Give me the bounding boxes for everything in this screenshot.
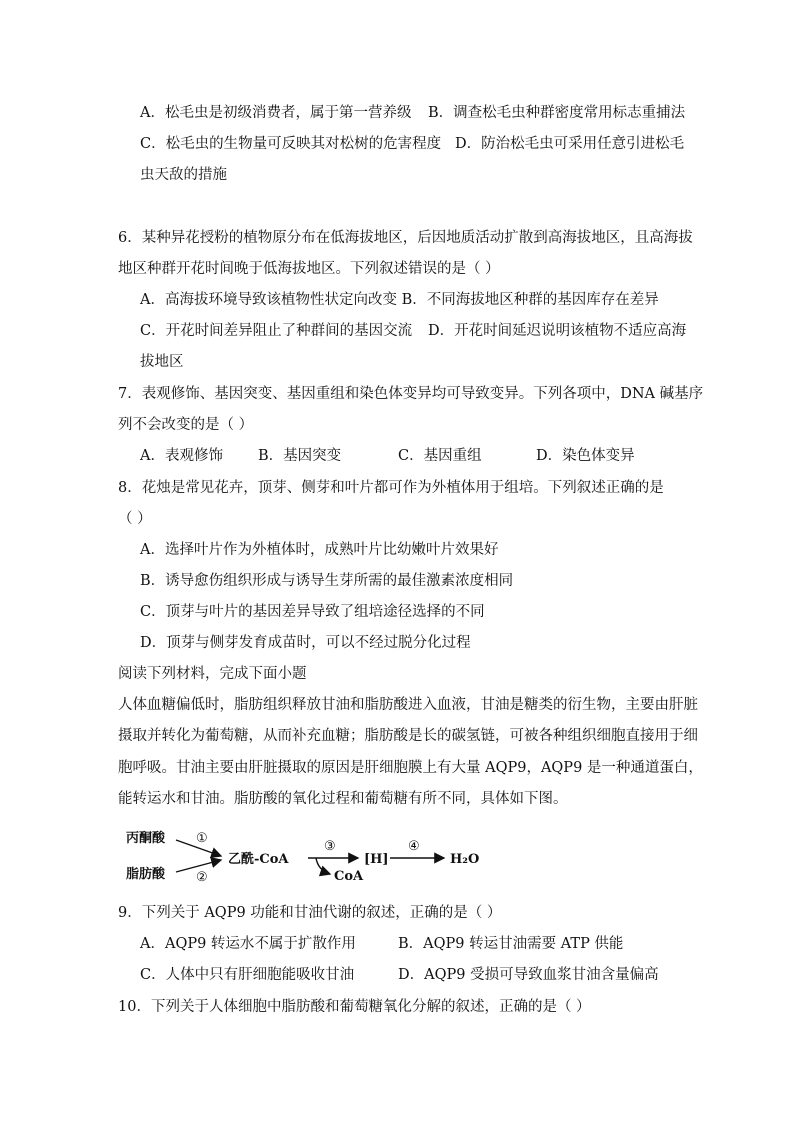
q5-option-d: D．防治松毛虫可采用任意引进松毛: [455, 136, 685, 152]
diagram-step3: ③: [324, 839, 336, 854]
q9-option-a: A．AQP9 转运水不属于扩散作用: [140, 936, 356, 952]
q7-option-a: A．表观修饰: [140, 448, 223, 464]
q7-stem-line1: 7．表观修饰、基因突变、基因重组和染色体变异均可导致变异。下列各项中，DNA 碱基序: [118, 386, 704, 402]
q6-stem-line1: 6．某种异花授粉的植物原分布在低海拔地区，后因地质活动扩散到高海拔地区，且高海拔: [118, 230, 693, 246]
q5-option-d-cont: 虫天敌的措施: [140, 167, 227, 183]
q6-option-c: C．开花时间差异阻止了种群间的基因交流: [140, 323, 413, 339]
q7-option-c: C．基因重组: [398, 448, 482, 464]
q6-option-d: D．开花时间延迟说明该植物不适应高海: [428, 323, 687, 339]
arrow-to-coa: [316, 858, 330, 874]
diagram-step1: ①: [196, 831, 208, 846]
material-line4: 能转运水和甘油。脂肪酸的氧化过程和葡萄糖有所不同，具体如下图。: [118, 791, 568, 807]
diagram-acetyl-coa: 乙酰-CoA: [228, 852, 289, 867]
q10-stem: 10．下列关于人体细胞中脂肪酸和葡萄糖氧化分解的叙述，正确的是（ ）: [118, 999, 591, 1015]
q8-option-c: C．顶芽与叶片的基因差异导致了组培途径选择的不同: [140, 604, 485, 620]
diagram-step2: ②: [196, 870, 208, 885]
q5-option-b: B．调查松毛虫种群密度常用标志重捕法: [428, 105, 686, 121]
q9-option-c: C．人体中只有肝细胞能吸收甘油: [140, 967, 355, 983]
q7-stem-line2: 列不会改变的是（ ）: [118, 417, 254, 433]
q8-option-a: A．选择叶片作为外植体时，成熟叶片比幼嫩叶片效果好: [140, 542, 499, 558]
q7-option-d: D．染色体变异: [536, 448, 635, 464]
material-intro: 阅读下列材料，完成下面小题: [118, 666, 307, 682]
diagram-step4: ④: [408, 839, 420, 854]
q9-option-b: B．AQP9 转运甘油需要 ATP 供能: [398, 936, 624, 952]
q5-option-a: A．松毛虫是初级消费者，属于第一营养级: [140, 105, 412, 121]
q9-stem: 9．下列关于 AQP9 功能和甘油代谢的叙述，正确的是（ ）: [118, 905, 502, 921]
q5-option-c: C．松毛虫的生物量可反映其对松树的危害程度: [140, 136, 442, 152]
diagram-fatty-acid: 脂肪酸: [126, 867, 166, 882]
q9-option-d: D．AQP9 受损可导致血浆甘油含量偏高: [398, 967, 659, 983]
q6-stem-line2: 地区种群开花时间晚于低海拔地区。下列叙述错误的是（ ）: [118, 261, 500, 277]
fatty-acid-oxidation-diagram: [118, 822, 498, 888]
material-line1: 人体血糖偏低时，脂肪组织释放甘油和脂肪酸进入血液，甘油是糖类的衍生物，主要由肝脏: [118, 697, 698, 713]
material-line2: 摄取并转化为葡萄糖，从而补充血糖；脂肪酸是长的碳氢链，可被各种组织细胞直接用于细: [118, 728, 698, 744]
material-line3: 胞呼吸。甘油主要由肝脏摄取的原因是肝细胞膜上有大量 AQP9，AQP9 是一种通道蛋白，: [118, 760, 703, 776]
q8-stem-line2: （ ）: [118, 511, 152, 527]
diagram-h: [H]: [364, 852, 389, 867]
diagram-pyruvate: 丙酮酸: [126, 831, 166, 846]
q6-options-ab: A．高海拔环境导致该植物性状定向改变 B．不同海拔地区种群的基因库存在差异: [140, 292, 659, 308]
q6-option-d-cont: 拔地区: [140, 354, 184, 370]
q7-option-b: B．基因突变: [258, 448, 342, 464]
q8-option-d: D．顶芽与侧芽发育成苗时，可以不经过脱分化过程: [140, 635, 471, 651]
q8-stem-line1: 8．花烛是常见花卉，顶芽、侧芽和叶片都可作为外植体用于组培。下列叙述正确的是: [118, 480, 664, 496]
diagram-coa: CoA: [334, 869, 364, 884]
q8-option-b: B．诱导愈伤组织形成与诱导生芽所需的最佳激素浓度相同: [140, 573, 514, 589]
diagram-water: H₂O: [450, 852, 480, 867]
